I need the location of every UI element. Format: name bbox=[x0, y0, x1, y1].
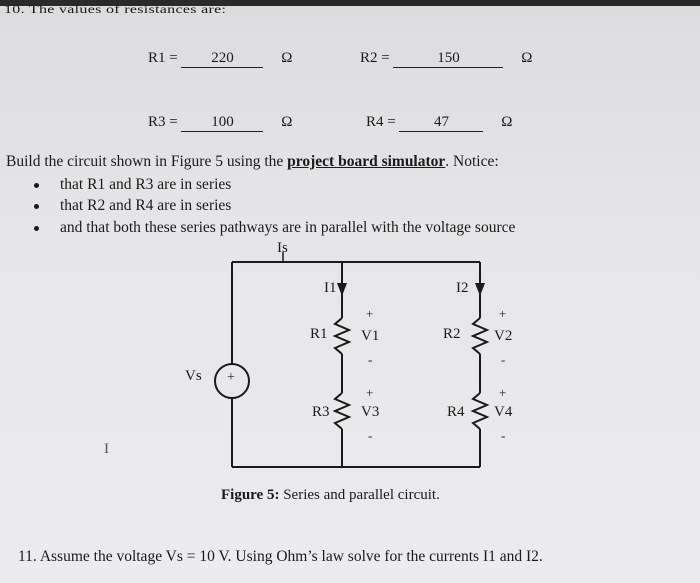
v3-minus: - bbox=[368, 428, 373, 443]
question-10-header: 10. The values of resistances are: bbox=[4, 3, 227, 16]
bullet-1-text: that R1 and R3 are in series bbox=[60, 176, 232, 193]
r1-circuit-label: R1 bbox=[310, 326, 328, 342]
r3-unit: Ω bbox=[281, 114, 293, 130]
v4-minus: - bbox=[501, 428, 506, 443]
instructions-tool: project board simulator bbox=[287, 153, 446, 170]
v3-plus: + bbox=[366, 385, 374, 400]
i1-label: I1 bbox=[324, 280, 337, 296]
resistor-r4-symbol bbox=[473, 393, 487, 429]
v4-label: V4 bbox=[494, 404, 513, 420]
r1-value: 220 bbox=[181, 50, 263, 68]
v3-label: V3 bbox=[361, 404, 380, 420]
v2-plus: + bbox=[499, 306, 507, 321]
i1-arrow-icon bbox=[337, 283, 347, 296]
r2-label: R2 = bbox=[360, 50, 390, 66]
instructions-tail: . Notice: bbox=[445, 153, 499, 170]
resistor-r2-symbol bbox=[473, 318, 487, 354]
resistor-r3-symbol bbox=[335, 393, 349, 429]
r2-unit: Ω bbox=[521, 50, 533, 66]
r3-value: 100 bbox=[181, 114, 263, 132]
text-cursor-icon: I bbox=[104, 441, 109, 457]
r3-circuit-label: R3 bbox=[312, 404, 330, 420]
r3-label: R3 = bbox=[148, 114, 178, 130]
source-plus-sign: + bbox=[227, 370, 235, 385]
figure-label: Figure 5: bbox=[221, 487, 280, 503]
v1-plus: + bbox=[366, 306, 374, 321]
bullet-2-text: that R2 and R4 are in series bbox=[60, 197, 232, 214]
r4-label: R4 = bbox=[366, 114, 396, 130]
v4-plus: + bbox=[499, 385, 507, 400]
v2-minus: - bbox=[501, 352, 506, 367]
resistor-r1-symbol bbox=[335, 318, 349, 354]
question-11-text: 11. Assume the voltage Vs = 10 V. Using Ohm’s law solve for the currents I1 and I2. bbox=[18, 548, 543, 565]
source-current-label: Is bbox=[277, 240, 288, 256]
i2-arrow-icon bbox=[475, 283, 485, 296]
i2-label: I2 bbox=[456, 280, 469, 296]
r4-circuit-label: R4 bbox=[447, 404, 465, 420]
r1-unit: Ω bbox=[281, 50, 293, 66]
v2-label: V2 bbox=[494, 328, 513, 344]
figure-caption-text: Series and parallel circuit. bbox=[283, 487, 440, 503]
r2-value: 150 bbox=[393, 50, 503, 68]
r2-circuit-label: R2 bbox=[443, 326, 461, 342]
r4-unit: Ω bbox=[501, 114, 513, 130]
source-voltage-label: Vs bbox=[185, 368, 202, 384]
r4-value: 47 bbox=[399, 114, 483, 132]
figure-caption bbox=[221, 487, 440, 504]
v1-label: V1 bbox=[361, 328, 380, 344]
r1-label: R1 = bbox=[148, 50, 178, 66]
bullet-3-text: and that both these series pathways are in parallel with the voltage source bbox=[60, 219, 516, 236]
v1-minus: - bbox=[368, 352, 373, 367]
instructions-lead: Build the circuit shown in Figure 5 using the bbox=[6, 153, 288, 170]
